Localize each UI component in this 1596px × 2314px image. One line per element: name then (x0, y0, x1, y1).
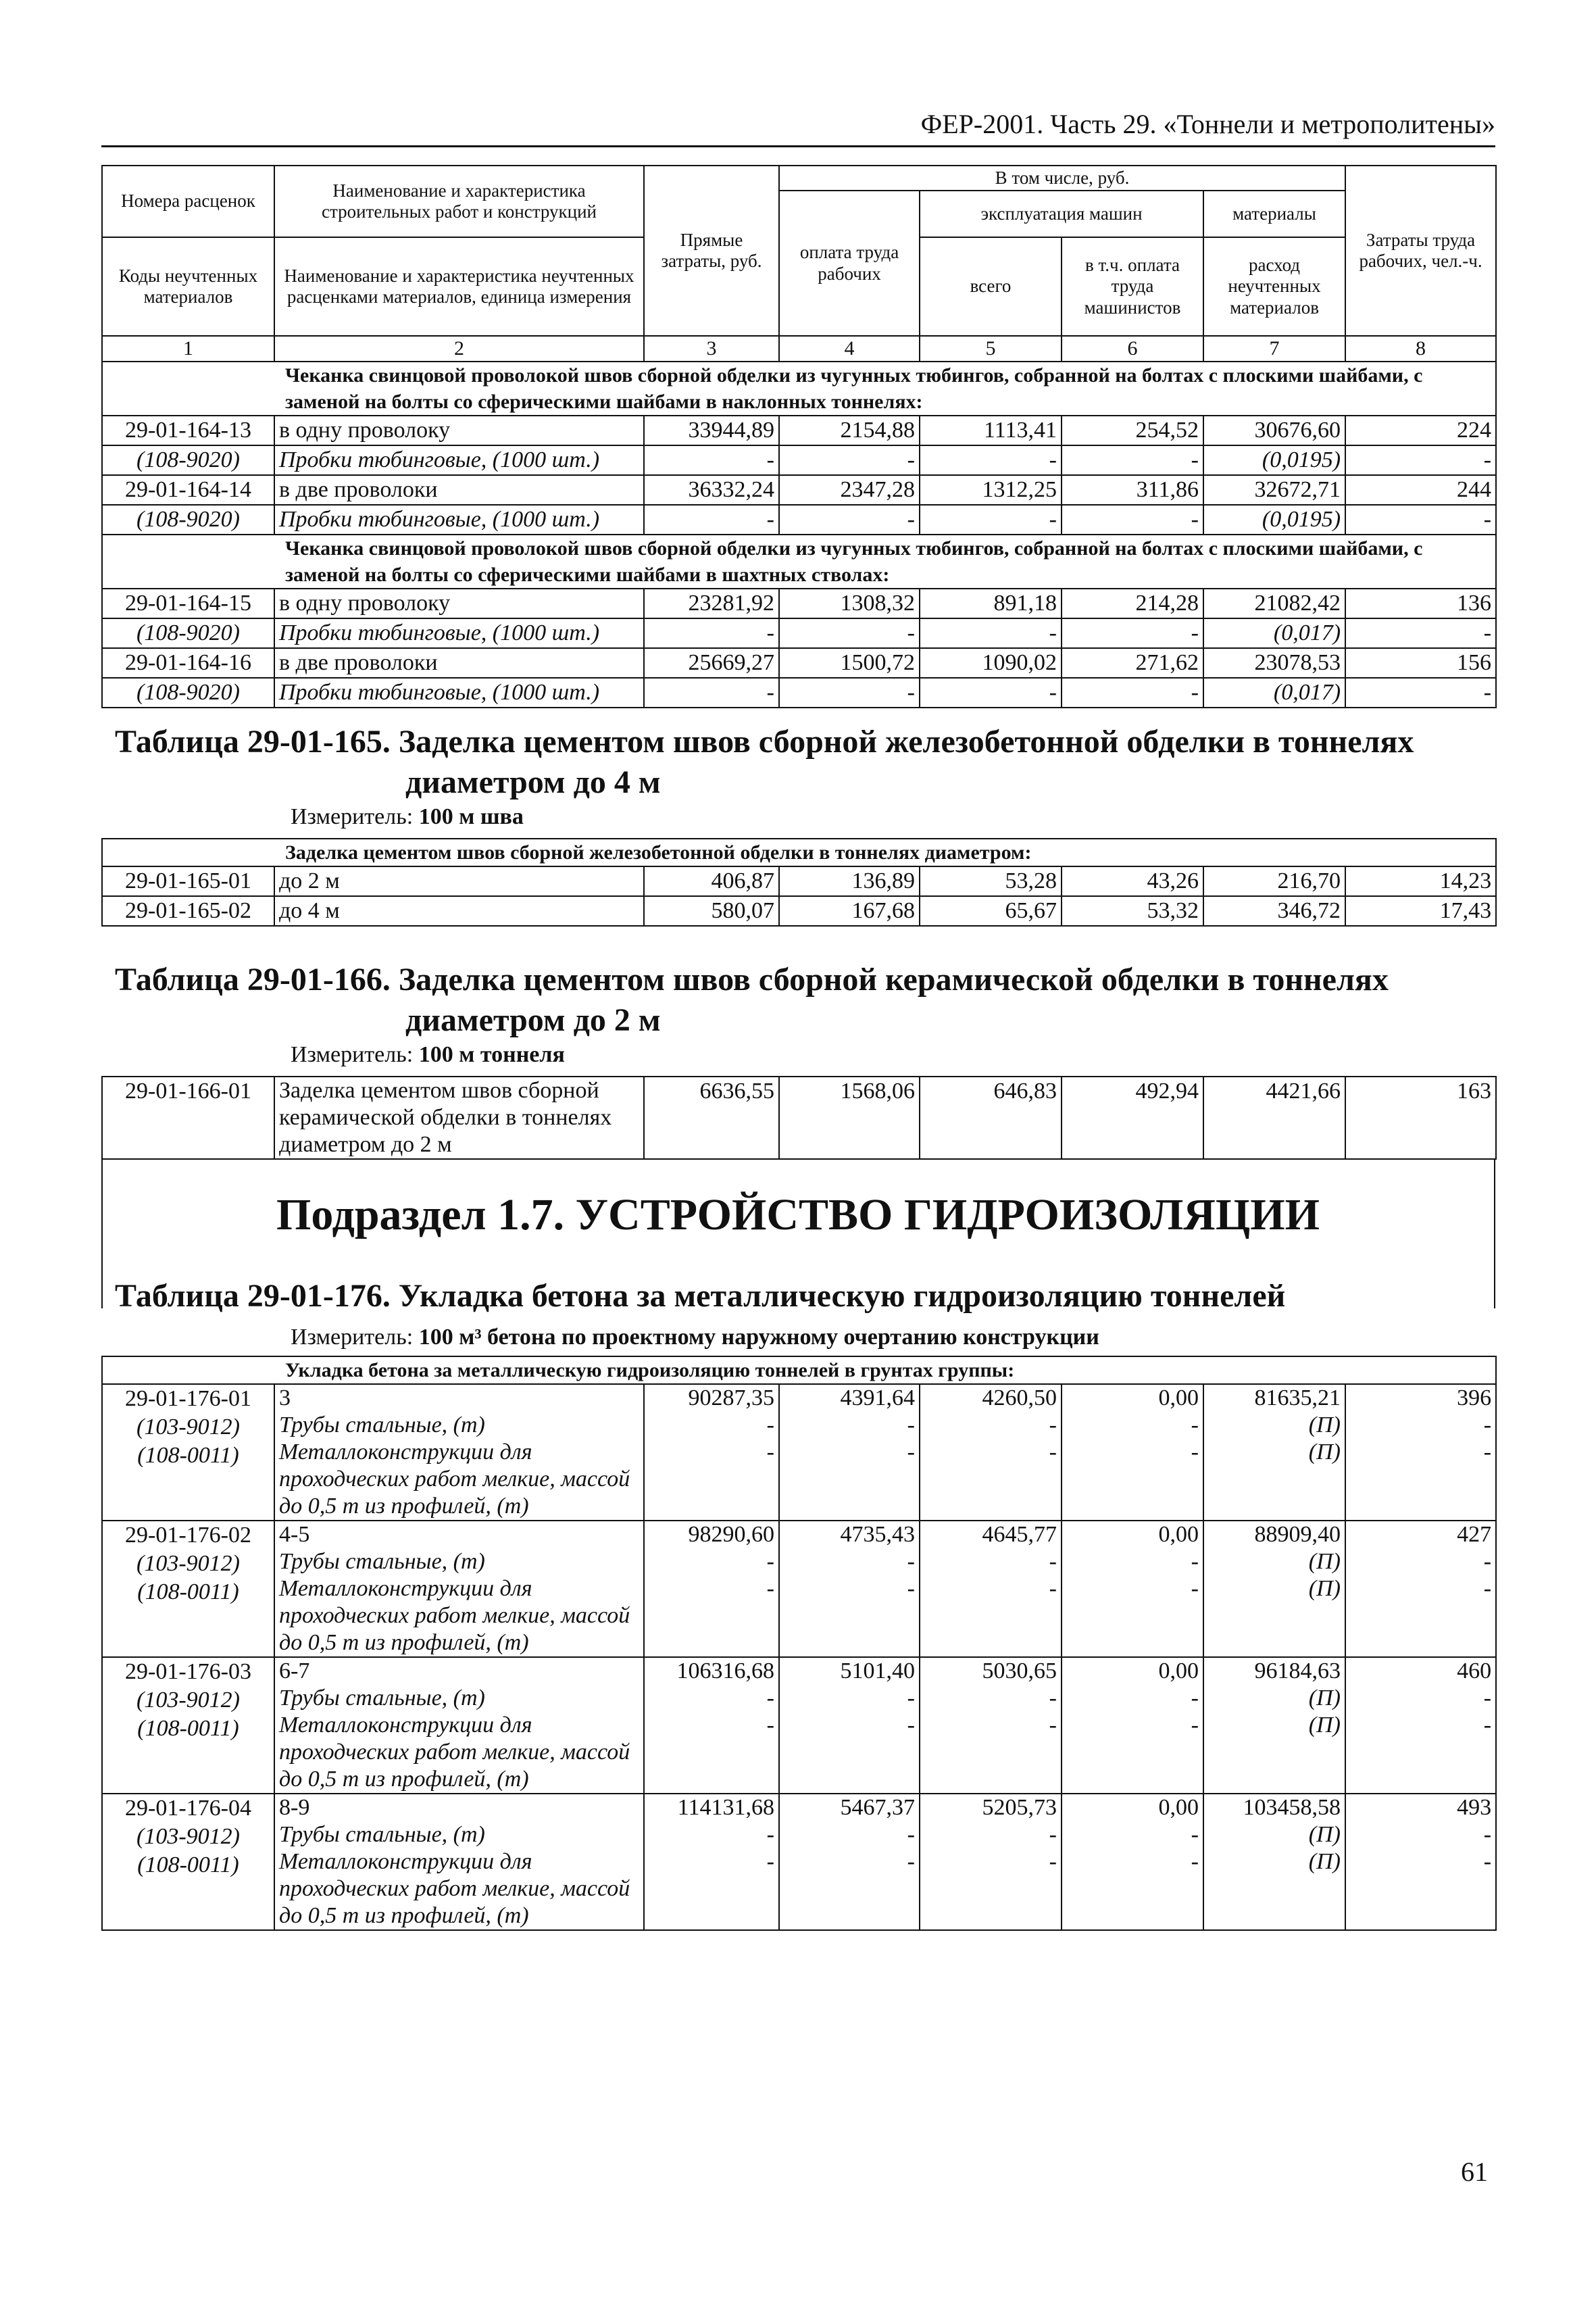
dash-cell: - (1049, 1713, 1057, 1738)
dash-cell: - (1191, 1685, 1199, 1710)
value-materials: 4421,66 (1203, 1077, 1345, 1159)
dash-cell: - (907, 1412, 915, 1437)
dash-cell: - (907, 1822, 915, 1847)
dash-cell: - (1345, 618, 1496, 648)
value-machines-cell (920, 1384, 1062, 1521)
value-materials: 96184,63 (1254, 1658, 1341, 1683)
value-hours: 244 (1345, 475, 1496, 505)
value-hours: 14,23 (1345, 866, 1496, 896)
table-title-line: диаметром до 2 м (405, 1002, 661, 1038)
col-header-hours: Затраты труда рабочих, чел.-ч. (1345, 166, 1496, 336)
table-29-01-165 (101, 838, 1497, 927)
col-header-materials-names: Наименование и характеристика неучтенных расценками материалов, единица измерения (274, 237, 644, 336)
value-direct-cell (644, 1521, 779, 1657)
material-name: Металлоконструкции для проходческих работ мелкие, массой до 0,5 т из профилей, (т) (279, 1713, 630, 1792)
col-header-incl: В том числе, руб. (779, 166, 1345, 191)
col-header-mtotal: всего (920, 237, 1062, 336)
dash-cell: - (644, 618, 779, 648)
dash-cell: - (1191, 1713, 1199, 1738)
value-labor: 167,68 (779, 896, 920, 926)
value-materials: 88909,40 (1254, 1522, 1341, 1547)
dash-cell: - (766, 1576, 774, 1601)
value-hours-cell (1345, 1657, 1496, 1794)
dash-cell: - (1049, 1439, 1057, 1464)
dash-cell: - (907, 1849, 915, 1874)
dash-cell: - (766, 1685, 774, 1710)
value-machinists-cell (1062, 1794, 1203, 1930)
value-machines-cell (920, 1657, 1062, 1794)
table-row (102, 475, 1496, 505)
value-hours: 136 (1345, 589, 1496, 618)
dash-cell: - (920, 618, 1062, 648)
col-num-1: 1 (102, 336, 274, 362)
material-name: Металлоконструкции для проходческих работ мелкие, массой до 0,5 т из профилей, (т) (279, 1439, 630, 1519)
dash-cell: - (907, 1685, 915, 1710)
table-title-line: диаметром до 4 м (405, 764, 661, 800)
material-qty: (0,017) (1203, 678, 1345, 708)
value-machinists: 254,52 (1062, 416, 1203, 445)
measure-label: Измеритель: (291, 1325, 414, 1350)
running-header: ФЕР-2001. Часть 29. «Тоннели и метрополитены» (101, 108, 1495, 147)
value-machinists: 43,26 (1062, 866, 1203, 896)
value-labor: 5101,40 (840, 1658, 915, 1683)
material-name: Трубы стальные, (т) (279, 1549, 485, 1574)
col-header-labor: оплата труда рабочих (779, 191, 920, 336)
dash-cell: - (907, 1439, 915, 1464)
material-qty: (П) (1308, 1549, 1341, 1574)
value-labor: 1500,72 (779, 648, 920, 678)
rate-code-cell (102, 1521, 274, 1657)
measure-label: Измеритель: (291, 1042, 414, 1067)
value-materials: 23078,53 (1203, 648, 1345, 678)
value-machines: 4260,50 (982, 1385, 1057, 1410)
value-direct: 106316,68 (676, 1658, 774, 1683)
material-qty: (0,0195) (1203, 445, 1345, 475)
value-machinists: 311,86 (1062, 475, 1203, 505)
rate-name: до 4 м (274, 896, 644, 926)
material-qty: (0,0195) (1203, 505, 1345, 535)
value-labor: 5467,37 (840, 1795, 915, 1820)
dash-cell: - (1049, 1822, 1057, 1847)
material-code: (103-9012) (136, 1688, 240, 1713)
material-row (102, 678, 1496, 708)
dash-cell: - (1049, 1849, 1057, 1874)
col-header-mlabor: в т.ч. оплата труда машинистов (1062, 237, 1203, 336)
value-labor-cell (779, 1521, 920, 1657)
material-code: (108-0011) (137, 1852, 239, 1877)
measure-line (291, 1042, 565, 1068)
table-title (115, 1276, 1493, 1316)
material-name: Трубы стальные, (т) (279, 1822, 485, 1847)
dash-cell: - (766, 1822, 774, 1847)
dash-cell: - (1062, 505, 1203, 535)
col-num-6: 6 (1062, 336, 1203, 362)
col-header-works: Наименование и характеристика строительных работ и конструкций (274, 166, 644, 237)
material-name: Металлоконструкции для проходческих работ мелкие, массой до 0,5 т из профилей, (т) (279, 1849, 630, 1928)
value-direct-cell (644, 1657, 779, 1794)
material-row (102, 445, 1496, 475)
rate-name: Заделка цементом швов сборной керамической обделки в тоннелях диаметром до 2 м (274, 1077, 644, 1159)
rate-name-cell (274, 1384, 644, 1521)
col-header-materials: материалы (1203, 191, 1345, 237)
value-machinists-cell (1062, 1384, 1203, 1521)
section-heading: Чеканка свинцовой проволокой швов сборной обделки из чугунных тюбингов, собранной на болтах с плоскими шайбами, с заменой на болты со сферическими шайбами в шахтных стволах: (102, 535, 1496, 589)
value-materials: 30676,60 (1203, 416, 1345, 445)
table-row (102, 1794, 1496, 1930)
measure-value: 100 м шва (418, 804, 524, 829)
section-heading: Заделка цементом швов сборной железобетонной обделки в тоннелях диаметром: (102, 839, 1496, 866)
column-numbers-row (102, 336, 1496, 362)
material-name: Пробки тюбинговые, (1000 шт.) (274, 445, 644, 475)
dash-cell: - (1345, 445, 1496, 475)
dash-cell: - (766, 1713, 774, 1738)
value-direct: 406,87 (644, 866, 779, 896)
material-name: Пробки тюбинговые, (1000 шт.) (274, 678, 644, 708)
dash-cell: - (907, 1549, 915, 1574)
value-direct: 23281,92 (644, 589, 779, 618)
table-title-line: Таблица 29-01-165. Заделка цементом швов сборной железобетонной обделки в тоннелях (115, 724, 1414, 760)
table-title (115, 722, 1493, 803)
dash-cell: - (766, 1439, 774, 1464)
dash-cell: - (644, 445, 779, 475)
value-direct: 33944,89 (644, 416, 779, 445)
material-code: (108-0011) (137, 1579, 239, 1604)
col-header-codes: Коды неучтенных материалов (102, 237, 274, 336)
table-row (102, 589, 1496, 618)
material-qty: (0,017) (1203, 618, 1345, 648)
value-hours: 460 (1457, 1658, 1492, 1683)
dash-cell: - (920, 505, 1062, 535)
dash-cell: - (907, 1713, 915, 1738)
rate-name-cell (274, 1657, 644, 1794)
value-direct: 36332,24 (644, 475, 779, 505)
value-labor: 2154,88 (779, 416, 920, 445)
value-materials-cell (1203, 1384, 1345, 1521)
rate-name: до 2 м (274, 866, 644, 896)
value-materials: 81635,21 (1254, 1385, 1341, 1410)
value-materials-cell (1203, 1521, 1345, 1657)
dash-cell: - (779, 678, 920, 708)
value-hours: 427 (1457, 1522, 1492, 1547)
value-labor: 1568,06 (779, 1077, 920, 1159)
table-title-line: Таблица 29-01-176. Укладка бетона за металлическую гидроизоляцию тоннелей (115, 1278, 1286, 1314)
value-machines: 1113,41 (920, 416, 1062, 445)
material-code: (103-9012) (136, 1414, 240, 1439)
value-machines-cell (920, 1521, 1062, 1657)
value-machines: 5205,73 (982, 1795, 1057, 1820)
value-materials: 346,72 (1203, 896, 1345, 926)
dash-cell: - (1062, 678, 1203, 708)
value-direct: 25669,27 (644, 648, 779, 678)
dash-cell: - (766, 1412, 774, 1437)
value-hours-cell (1345, 1384, 1496, 1521)
value-materials-cell (1203, 1657, 1345, 1794)
material-code: (108-0011) (137, 1716, 239, 1741)
rate-code: 29-01-165-01 (102, 866, 274, 896)
value-machinists: 214,28 (1062, 589, 1203, 618)
table-29-01-176 (101, 1356, 1497, 1931)
rate-code: 29-01-176-04 (125, 1796, 251, 1821)
value-machines: 53,28 (920, 866, 1062, 896)
dash-cell: - (1483, 1549, 1492, 1574)
value-materials-cell (1203, 1794, 1345, 1930)
value-materials: 21082,42 (1203, 589, 1345, 618)
dash-cell: - (1049, 1685, 1057, 1710)
value-direct: 98290,60 (688, 1522, 774, 1547)
rate-name: 8-9 (279, 1795, 310, 1820)
dash-cell: - (907, 1576, 915, 1601)
value-hours: 163 (1345, 1077, 1496, 1159)
value-hours: 156 (1345, 648, 1496, 678)
material-qty: (П) (1308, 1713, 1341, 1738)
material-qty: (П) (1308, 1439, 1341, 1464)
value-labor: 4391,64 (840, 1385, 915, 1410)
material-code: (103-9012) (136, 1551, 240, 1576)
rate-code: 29-01-164-13 (102, 416, 274, 445)
measure-value: 100 м тоннеля (418, 1042, 565, 1067)
value-hours: 493 (1457, 1795, 1492, 1820)
material-code: (108-9020) (102, 505, 274, 535)
col-header-machines: эксплуатация машин (920, 191, 1203, 237)
value-hours: 396 (1457, 1385, 1492, 1410)
table-29-01-164 (101, 165, 1497, 708)
value-hours: 17,43 (1345, 896, 1496, 926)
dash-cell: - (766, 1549, 774, 1574)
value-machines-cell (920, 1794, 1062, 1930)
dash-cell: - (1062, 618, 1203, 648)
material-code: (108-0011) (137, 1443, 239, 1468)
material-qty: (П) (1308, 1822, 1341, 1847)
col-num-3: 3 (644, 336, 779, 362)
value-machines: 646,83 (920, 1077, 1062, 1159)
dash-cell: - (1483, 1685, 1492, 1710)
value-machinists: 0,00 (1158, 1795, 1199, 1820)
rate-code: 29-01-164-14 (102, 475, 274, 505)
value-labor: 1308,32 (779, 589, 920, 618)
rate-code: 29-01-176-02 (125, 1523, 251, 1548)
table-row (102, 648, 1496, 678)
value-labor-cell (779, 1794, 920, 1930)
value-direct: 6636,55 (644, 1077, 779, 1159)
material-code: (103-9012) (136, 1824, 240, 1849)
table-row (102, 1521, 1496, 1657)
value-labor: 136,89 (779, 866, 920, 896)
dash-cell: - (644, 505, 779, 535)
value-machines: 5030,65 (982, 1658, 1057, 1683)
table-row (102, 1077, 1496, 1159)
col-header-mat-sub: расход неучтенных материалов (1203, 237, 1345, 336)
rate-code: 29-01-164-16 (102, 648, 274, 678)
dash-cell: - (1191, 1439, 1199, 1464)
table-row (102, 866, 1496, 896)
rate-code: 29-01-166-01 (102, 1077, 274, 1159)
rate-name: в одну проволоку (274, 416, 644, 445)
rate-code: 29-01-165-02 (102, 896, 274, 926)
dash-cell: - (1483, 1822, 1492, 1847)
dash-cell: - (1049, 1412, 1057, 1437)
value-labor: 4735,43 (840, 1522, 915, 1547)
dash-cell: - (1191, 1412, 1199, 1437)
value-machinists: 53,32 (1062, 896, 1203, 926)
material-name: Трубы стальные, (т) (279, 1412, 485, 1437)
value-machinists: 0,00 (1158, 1658, 1199, 1683)
dash-cell: - (779, 445, 920, 475)
material-code: (108-9020) (102, 618, 274, 648)
measure-label: Измеритель: (291, 804, 414, 829)
dash-cell: - (779, 618, 920, 648)
col-num-7: 7 (1203, 336, 1345, 362)
table-header-row-1 (102, 166, 1496, 191)
dash-cell: - (1483, 1849, 1492, 1874)
measure-line (291, 1325, 1099, 1350)
value-materials: 216,70 (1203, 866, 1345, 896)
value-direct-cell (644, 1384, 779, 1521)
material-code: (108-9020) (102, 678, 274, 708)
section-heading: Чеканка свинцовой проволокой швов сборной обделки из чугунных тюбингов, собранной на болтах с плоскими шайбами, с заменой на болты со сферическими шайбами в наклонных тоннелях: (102, 362, 1496, 416)
material-name: Пробки тюбинговые, (1000 шт.) (274, 505, 644, 535)
rate-code-cell (102, 1384, 274, 1521)
rate-code-cell (102, 1794, 274, 1930)
dash-cell: - (1062, 445, 1203, 475)
value-machinists-cell (1062, 1657, 1203, 1794)
rate-code: 29-01-176-01 (125, 1386, 251, 1411)
rate-name: в одну проволоку (274, 589, 644, 618)
value-labor-cell (779, 1657, 920, 1794)
value-hours: 224 (1345, 416, 1496, 445)
dash-cell: - (766, 1849, 774, 1874)
dash-cell: - (920, 445, 1062, 475)
dash-cell: - (1049, 1549, 1057, 1574)
col-num-8: 8 (1345, 336, 1496, 362)
dash-cell: - (779, 505, 920, 535)
table-title-line: Таблица 29-01-166. Заделка цементом швов сборной керамической обделки в тоннелях (115, 962, 1389, 998)
rate-code-cell (102, 1657, 274, 1794)
value-machines: 891,18 (920, 589, 1062, 618)
value-machines: 1090,02 (920, 648, 1062, 678)
dash-cell: - (1049, 1576, 1057, 1601)
value-machinists: 492,94 (1062, 1077, 1203, 1159)
subsection-title: Подраздел 1.7. УСТРОЙСТВО ГИДРОИЗОЛЯЦИИ (276, 1190, 1320, 1239)
rate-code: 29-01-164-15 (102, 589, 274, 618)
material-qty: (П) (1308, 1576, 1341, 1601)
dash-cell: - (644, 678, 779, 708)
table-29-01-166 (101, 1076, 1497, 1160)
value-direct: 90287,35 (688, 1385, 774, 1410)
material-qty: (П) (1308, 1849, 1341, 1874)
table-row (102, 896, 1496, 926)
rate-name: 3 (279, 1385, 291, 1410)
rate-code: 29-01-176-03 (125, 1659, 251, 1684)
dash-cell: - (1483, 1412, 1492, 1437)
col-num-4: 4 (779, 336, 920, 362)
value-hours-cell (1345, 1794, 1496, 1930)
value-machinists: 0,00 (1158, 1522, 1199, 1547)
value-direct: 114131,68 (677, 1795, 774, 1820)
table-row (102, 1384, 1496, 1521)
dash-cell: - (1191, 1576, 1199, 1601)
section-heading: Укладка бетона за металлическую гидроизоляцию тоннелей в грунтах группы: (102, 1356, 1496, 1384)
table-row (102, 1657, 1496, 1794)
col-num-5: 5 (920, 336, 1062, 362)
rate-name-cell (274, 1521, 644, 1657)
material-row (102, 618, 1496, 648)
value-labor: 2347,28 (779, 475, 920, 505)
material-qty: (П) (1308, 1412, 1341, 1437)
value-machines: 1312,25 (920, 475, 1062, 505)
value-hours-cell (1345, 1521, 1496, 1657)
measure-value: 100 м³ бетона по проектному наружному очертанию конструкции (418, 1325, 1099, 1350)
value-labor-cell (779, 1384, 920, 1521)
material-name: Трубы стальные, (т) (279, 1685, 485, 1710)
col-header-rates: Номера расценок (102, 166, 274, 237)
value-materials: 103458,58 (1243, 1795, 1341, 1820)
value-machinists-cell (1062, 1521, 1203, 1657)
table-title (115, 960, 1493, 1041)
dash-cell: - (1345, 678, 1496, 708)
rate-name: 6-7 (279, 1658, 310, 1683)
rate-name: 4-5 (279, 1522, 310, 1547)
page-number: 61 (1461, 2157, 1488, 2187)
measure-line (291, 804, 524, 830)
col-num-2: 2 (274, 336, 644, 362)
dash-cell: - (1345, 505, 1496, 535)
table-row (102, 416, 1496, 445)
value-machinists: 0,00 (1158, 1385, 1199, 1410)
value-machines: 65,67 (920, 896, 1062, 926)
material-name: Пробки тюбинговые, (1000 шт.) (274, 618, 644, 648)
value-machinists: 271,62 (1062, 648, 1203, 678)
dash-cell: - (1191, 1822, 1199, 1847)
material-name: Металлоконструкции для проходческих работ мелкие, массой до 0,5 т из профилей, (т) (279, 1576, 630, 1655)
material-code: (108-9020) (102, 445, 274, 475)
dash-cell: - (920, 678, 1062, 708)
dash-cell: - (1483, 1439, 1492, 1464)
rate-name: в две проволоки (274, 648, 644, 678)
dash-cell: - (1191, 1549, 1199, 1574)
dash-cell: - (1191, 1849, 1199, 1874)
value-direct: 580,07 (644, 896, 779, 926)
rate-name: в две проволоки (274, 475, 644, 505)
material-qty: (П) (1308, 1685, 1341, 1710)
dash-cell: - (1483, 1713, 1492, 1738)
col-header-direct: Прямые затраты, руб. (644, 166, 779, 336)
value-machines: 4645,77 (982, 1522, 1057, 1547)
rate-name-cell (274, 1794, 644, 1930)
material-row (102, 505, 1496, 535)
value-materials: 32672,71 (1203, 475, 1345, 505)
value-direct-cell (644, 1794, 779, 1930)
dash-cell: - (1483, 1576, 1492, 1601)
